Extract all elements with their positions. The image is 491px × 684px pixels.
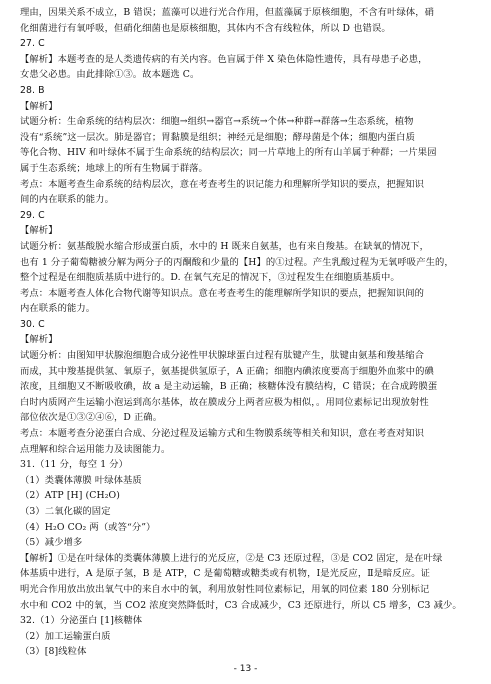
- text-line: 间的内在联系的能力。: [20, 194, 114, 206]
- text-line: 部位依次是①③②④⑥，D 正确。: [20, 412, 163, 424]
- text-line: 明光合作用放出放出氧气中的来自水中的氧，利用放射性同位素标记，用氧的同位素 180 分别标记: [20, 583, 430, 595]
- text-line: 化细菌进行有氧呼吸，但硝化细菌也是原核细胞，其体内不含有线粒体，所以 D 也错误。: [20, 22, 391, 34]
- text-line: 点理解和综合运用能力及读图能力。: [20, 443, 171, 455]
- text-line: 而成，其中羧基提供氢、氧原子，氨基提供氢原子，A 正确；细胞内碘浓度要高于细胞外血浆中的碘: [20, 365, 434, 377]
- text-line: （2）加工运输蛋白质: [20, 630, 111, 642]
- text-line: 浓度，且细胞又不断吸收碘，故 a 是主动运输，B 正确；核糖体没有膜结构，C 错误；在合成跨膜蛋: [20, 381, 438, 393]
- text-line: （5）减少增多: [20, 537, 83, 549]
- text-line: （3）二氧化碳的固定: [20, 506, 111, 517]
- text-line: （3）[8]线粒体: [20, 646, 87, 658]
- page-number: - 13 -: [233, 664, 258, 674]
- text-line: 考点：本题考查人体化合物代谢等知识点。意在考查考生的能理解所学知识的要点，把握知识间的: [20, 287, 425, 299]
- text-line: 整个过程是在细胞质基质中进行的。D. 在氧气充足的情况下，③过程发生在细胞质基质中。: [20, 272, 400, 284]
- text-line: 考点：本题考查生命系统的结构层次，意在考查考生的识记能力和理解所学知识的要点，把握知识: [20, 178, 425, 190]
- text-line: 试题分析：氨基酸脱水缩合形成蛋白质，水中的 H 既来自氨基，也有来自羧基。在缺氧的情况下，: [20, 240, 429, 252]
- text-line: 【解析】: [20, 334, 58, 346]
- text-line: 理由，因果关系不成立，B 错误；蓝藻可以进行光合作用，但蓝藻属于原核细胞，不含有叶绿体，硝: [20, 7, 435, 18]
- answer-heading: 30. C: [20, 318, 45, 330]
- text-body: [20, 5, 469, 660]
- text-line: （4）H₂O CO₂ 两（或答“分”）: [20, 521, 156, 533]
- text-line: 也有 1 分子葡萄糖被分解为两分子的丙酮酸和少量的【H】的①过程。产生乳酸过程为无氧呼吸产生的，: [20, 256, 454, 268]
- text-line: 女患父必患。由此排除①③。故本题选 C。: [20, 69, 200, 81]
- text-line: 等化合物、HIV 和叶绿体不属于生命系统的结构层次；同一片草地上的所有山羊属于种群；一片果园: [20, 147, 437, 159]
- answer-heading: 31.（11 分，每空 1 分）: [20, 459, 129, 471]
- text-line: 试题分析：由图知甲状腺泡细胞合成分泌性甲状腺球蛋白过程有肽键产生，肽键由氨基和羧基缩合: [20, 350, 425, 362]
- text-line: 属于生态系统；地球上的所有生物属于群落。: [20, 162, 208, 174]
- text-line: 【解析】①是在叶绿体的类囊体薄膜上进行的光反应，②是 C3 还原过程，③是 CO2 固定，是在叶绿: [20, 552, 443, 564]
- text-line: 【解析】本题考查的是人类遗传病的有关内容。色盲属于伴 X 染色体隐性遗传，具有母患子必患，: [20, 53, 428, 65]
- answer-heading: 28. B: [20, 84, 45, 96]
- text-line: 白时内质网产生运输小泡运到高尔基体，故在膜成分上两者应极为相似，。用同位素标记出现放射性: [20, 396, 429, 408]
- answer-heading: 27. C: [20, 38, 45, 50]
- text-line: 水中和 CO2 中的氧，当 CO2 浓度突然降低时，C3 合成减少，C3 还原进行，所以 C5 增多，C3 减少。: [20, 599, 462, 611]
- answer-heading: 32.（1）分泌蛋白 [1]核糖体: [20, 615, 143, 627]
- text-line: 体基质中进行，A 是原子氢，B 是 ATP，C 是葡萄糖或糖类或有机物，Ⅰ是光反应，Ⅱ是暗反应。证: [20, 568, 431, 580]
- text-line: 考点：本题考查分泌蛋白合成、分泌过程及运输方式和生物膜系统等相关和知识，意在考查对知识: [20, 428, 425, 440]
- text-line: 试题分析：生命系统的结构层次：细胞→组织→器官→系统→个体→种群→群落→生态系统，植物: [20, 116, 414, 128]
- text-line: 【解析】: [20, 100, 58, 112]
- text-line: 内在联系的能力。: [20, 303, 96, 315]
- text-line: 没有“系统”这一层次。肺是器官；胃黏膜是组织；神经元是细胞；酵母菌是个体；细胞内蛋白质: [20, 131, 415, 143]
- text-line: （1）类囊体薄膜 叶绿体基质: [20, 474, 142, 486]
- text-line: 【解析】: [20, 225, 58, 237]
- answer-heading: 29. C: [20, 209, 45, 221]
- text-line: （2）ATP [H] (CH₂O): [20, 490, 120, 502]
